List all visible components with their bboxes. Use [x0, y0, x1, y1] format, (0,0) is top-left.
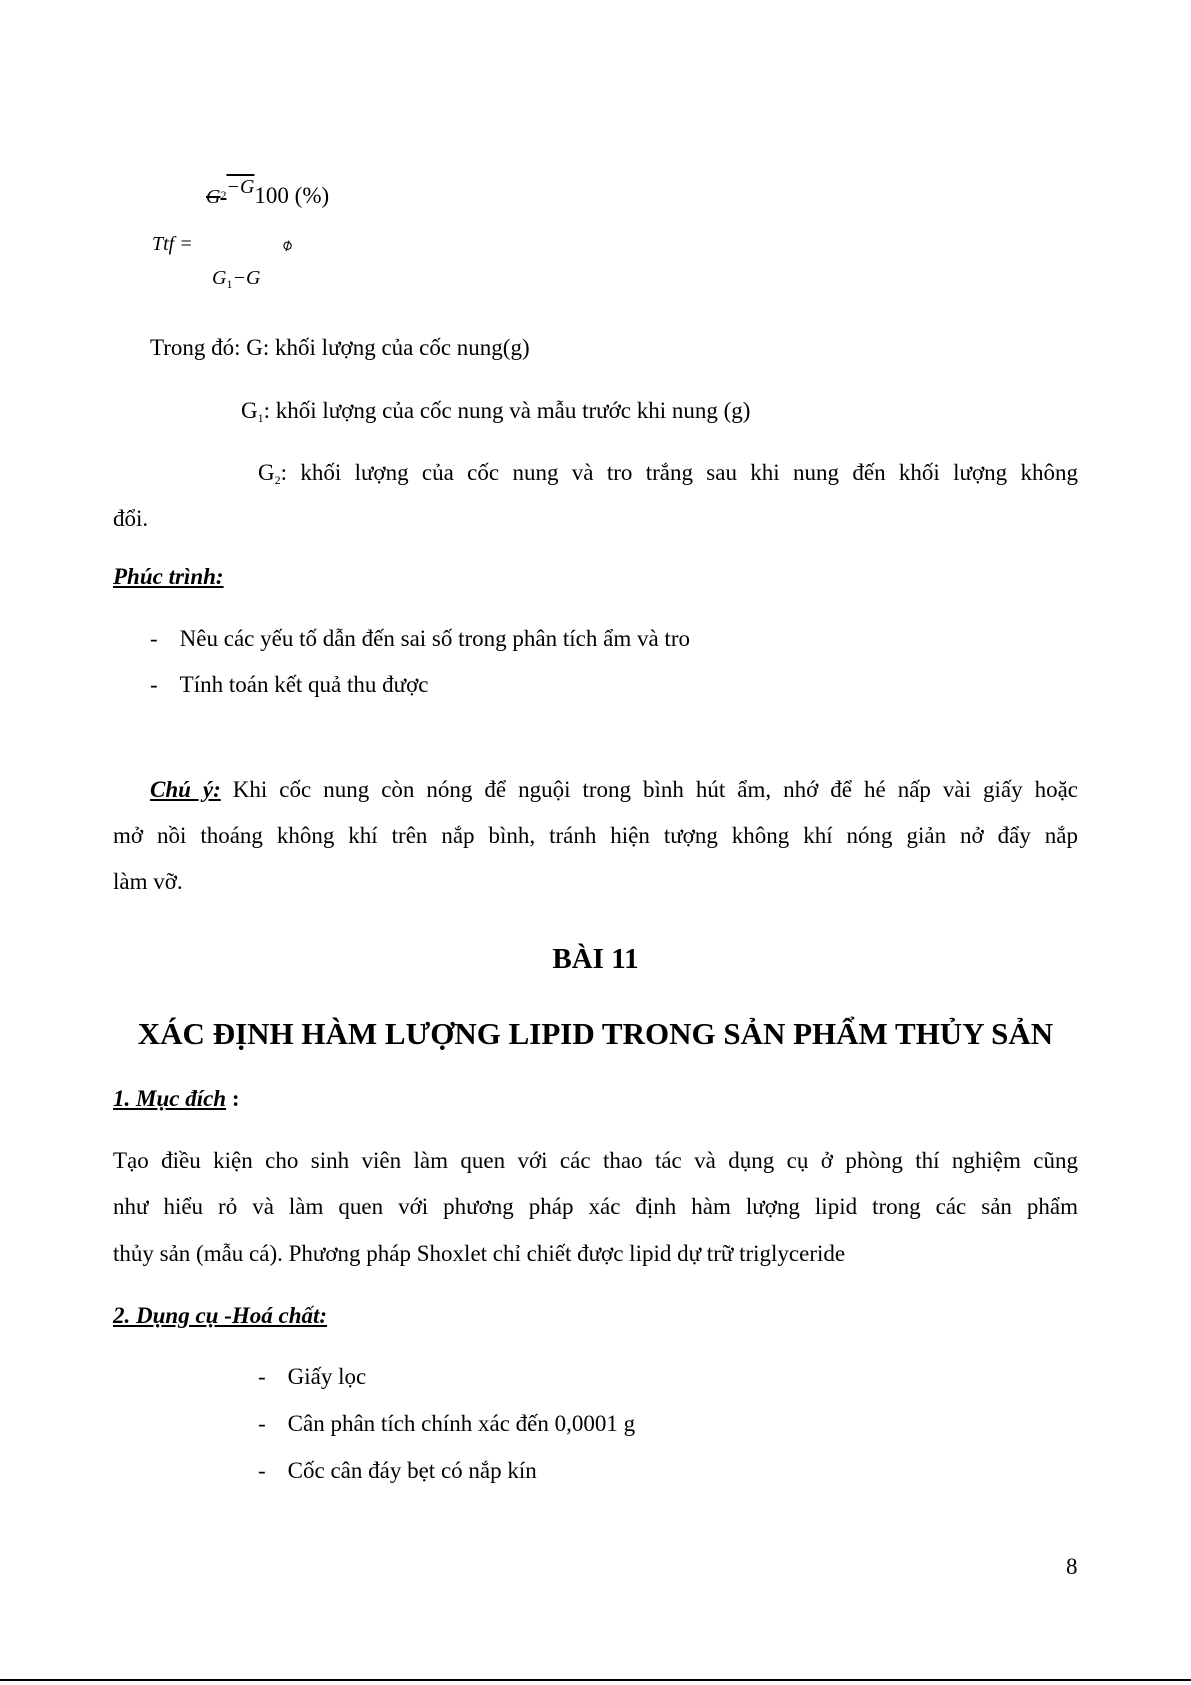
section-1-line-1: Tạo điều kiện cho sinh viên làm quen với các thao tác và dụng cụ ở phòng thí nghiệm cũng	[113, 1148, 1078, 1173]
section-1-line-2: như hiểu rỏ và làm quen với phương pháp xác định hàm lượng lipid trong các sản phẩm	[113, 1194, 1078, 1219]
chu-y-label: Chú ý:	[150, 777, 221, 802]
list-item: - Cốc cân đáy bẹt có nắp kín	[258, 1458, 537, 1483]
formula-minus-g: −G	[226, 176, 255, 198]
lesson-title: XÁC ĐỊNH HÀM LƯỢNG LIPID TRONG SẢN PHẨM THỦY SẢN	[137, 1016, 1054, 1051]
definition-g1: G1: khối lượng của cốc nung và mẫu trước khi nung (g)	[241, 398, 751, 425]
definition-g2-continued: đổi.	[113, 506, 149, 531]
formula-percent: 100 (%)	[254, 183, 330, 208]
section-2-heading: 2. Dụng cụ -Hoá chất:	[113, 1303, 328, 1328]
list-item: - Nêu các yếu tố dẫn đến sai số trong phân tích ẩm và tro	[150, 626, 690, 651]
section-1-heading: 1. Mục đích :	[113, 1086, 240, 1111]
definition-g: Trong đó: G: khối lượng của cốc nung(g)	[150, 335, 530, 360]
chu-y-line-1: Chú ý: Khi cốc nung còn nóng để nguội trong bình hút ẩm, nhớ để hé nấp vài giấy hoặc	[150, 777, 1078, 802]
page-number: 8	[1066, 1554, 1078, 1579]
page-bottom-divider	[0, 1679, 1191, 1681]
formula-denominator: $G_1-G$	[212, 267, 261, 291]
lesson-number: BÀI 11	[552, 943, 639, 975]
list-item: - Cân phân tích chính xác đến 0,0001 g	[258, 1411, 636, 1436]
formula-numerator: $G^2-G100$ (%)	[206, 176, 330, 208]
definition-g2: G2: khối lượng của cốc nung và tro trắng sau khi nung đến khối lượng không	[258, 460, 1078, 487]
chu-y-line-3: làm vỡ.	[113, 869, 183, 894]
formula-lhs: Ttf =	[152, 233, 193, 255]
formula-mark-icon: ⌀	[277, 233, 296, 256]
list-item: - Tính toán kết quả thu được	[150, 672, 429, 697]
list-item: - Giấy lọc	[258, 1364, 367, 1389]
formula-g2: G	[206, 186, 221, 208]
chu-y-line-2: mở nồi thoáng không khí trên nắp bình, tránh hiện tượng không khí nóng giản nở đẩy nắp	[113, 823, 1078, 848]
phuc-trinh-heading: Phúc trình:	[113, 564, 224, 589]
section-1-line-3: thủy sản (mẫu cá). Phương pháp Shoxlet chỉ chiết được lipid dự trữ triglyceride	[113, 1241, 846, 1266]
